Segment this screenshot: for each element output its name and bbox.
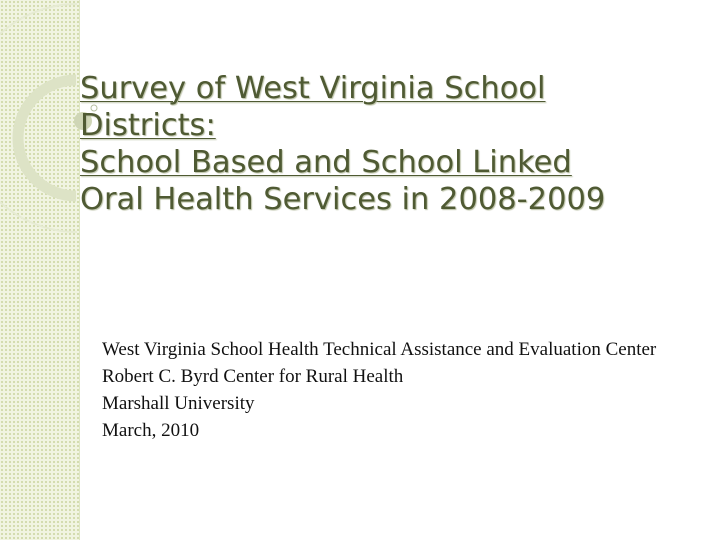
slide-subtitle [102, 340, 662, 448]
subtitle-organization: West Virginia School Health Technical Assistance and Evaluation Center [102, 339, 657, 360]
title-line-4: Oral Health Services in 2008-2009 [80, 182, 606, 217]
title-line-2: Districts: [80, 108, 216, 143]
slide-title [80, 70, 690, 218]
title-line-1: Survey of West Virginia School [80, 71, 546, 106]
subtitle-center: Robert C. Byrd Center for Rural Health [102, 366, 404, 387]
title-line-3: School Based and School Linked [80, 145, 572, 180]
subtitle-date: March, 2010 [102, 420, 200, 441]
thick-arc-decoration [18, 80, 76, 196]
subtitle-university: Marshall University [102, 393, 255, 414]
